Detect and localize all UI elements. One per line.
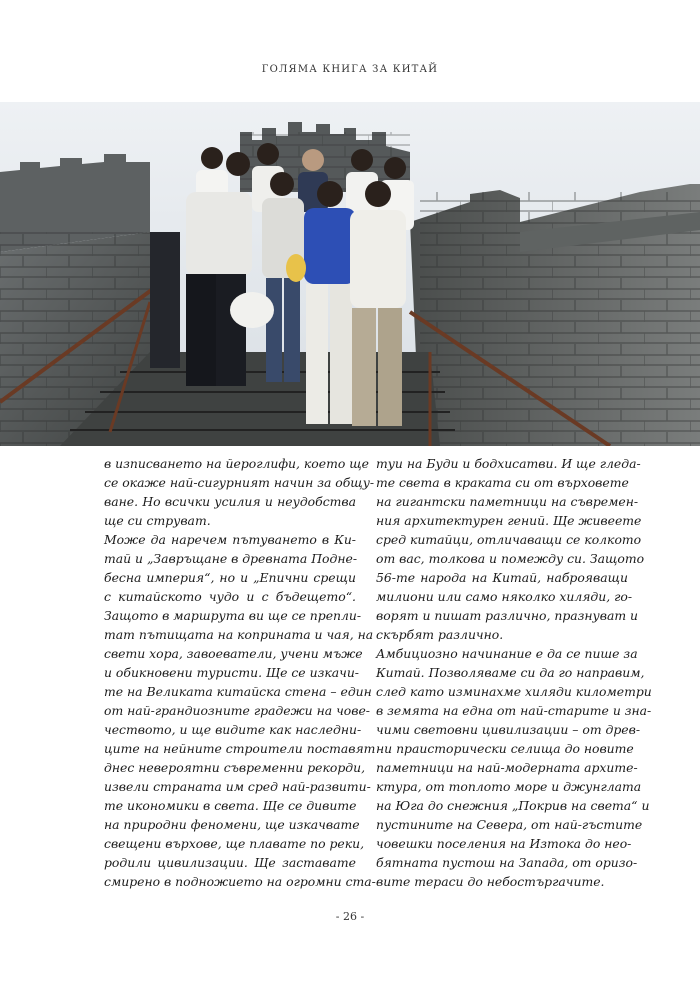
text-line: паметници на най-модерната архите- (376, 760, 638, 775)
text-line: от най-грандиозните градежи на чове- (104, 703, 370, 718)
text-line: ворят и пишат различно, празнуват и (376, 608, 639, 623)
text-line: ване. Но всички усилия и неудобства (104, 494, 356, 509)
text-line: на Юга до снежния „Покрив на света“ и (376, 798, 650, 813)
text-line: бесна империя“, но и „Епични срещи (104, 570, 356, 585)
text-line: тай и „Завръщане в древната Подне- (104, 551, 358, 566)
text-line: свети хора, завоеватели, учени мъже (104, 646, 363, 661)
text-line: Амбициозно начинание е да се пише за (376, 646, 638, 661)
text-line: в изписването на йероглифи, което ще (104, 456, 369, 471)
body-text (104, 454, 652, 891)
text-line: 56-те народа на Китай, наброяващи (376, 570, 628, 585)
text-line: днес невероятни съвременни рекорди, (104, 760, 366, 775)
text-line: пустините на Севера, от най-гъстите (376, 817, 643, 832)
page-number: - 26 - (335, 910, 365, 923)
running-header: ГОЛЯМА КНИГА ЗА КИТАЙ (261, 64, 439, 75)
text-line: чими световни цивилизации – от древ- (376, 722, 641, 737)
text-line: Защото в маршрута ви ще се препли- (104, 608, 362, 623)
text-line: свещени върхове, ще плавате по реки, (104, 836, 365, 851)
text-line: човешки поселения на Изтока до нео- (376, 836, 632, 851)
great-wall-group-photo (0, 102, 700, 446)
text-line: с китайското чудо и с бъдещето“. (104, 589, 356, 604)
text-column-right (376, 454, 652, 891)
text-line: те икономики в света. Ще се дивите (104, 798, 357, 813)
text-line: бятната пустош на Запада, от оризо- (376, 855, 638, 870)
text-line: смирено в подножието на огромни ста- (104, 874, 376, 889)
text-line: те света в краката си от върховете (376, 475, 629, 490)
text-line: Може да наречем пътуването в Ки- (104, 532, 356, 547)
text-line: и обикновени туристи. Ще се изкачи- (104, 665, 359, 680)
text-line: ците на нейните строители поставят (104, 741, 376, 756)
text-line: милиони или само няколко хиляди, го- (376, 589, 633, 604)
text-line: извели страната им сред най-развити- (104, 779, 371, 794)
text-line: ктура, от топлото море и джунглата (376, 779, 642, 794)
text-line: на природни феномени, ще изкачвате (104, 817, 360, 832)
text-line: чеството, и ще видите как наследни- (104, 722, 362, 737)
text-line: скърбят различно. (376, 627, 504, 642)
text-line: след като изминахме хиляди километри (376, 684, 652, 699)
text-column-left (104, 454, 376, 891)
text-line: родили цивилизации. Ще заставате (104, 855, 356, 870)
text-line: тат пътищата на коприната и чая, на (104, 627, 374, 642)
text-line: те на Великата китайска стена – един (104, 684, 372, 699)
text-line: вите тераси до небостъргачите. (376, 874, 605, 889)
text-line: ни праисторически селища до новите (376, 741, 634, 756)
text-line: от вас, толкова и помежду си. Защото (376, 551, 645, 566)
text-line: се окаже най-сигурният начин за общу- (104, 475, 375, 490)
text-line: Китай. Позволяваме си да го направим, (376, 665, 645, 680)
text-line: ния архитектурен гений. Ще живеете (376, 513, 642, 528)
text-line: в земята на една от най-старите и зна- (376, 703, 652, 718)
text-line: туи на Буди и бодхисатви. И ще гледа- (376, 456, 641, 471)
text-line: на гигантски паметници на съвремен- (376, 494, 639, 509)
text-line: ще си струват. (104, 513, 211, 528)
text-line: сред китайци, отличаващи се колкото (376, 532, 642, 547)
